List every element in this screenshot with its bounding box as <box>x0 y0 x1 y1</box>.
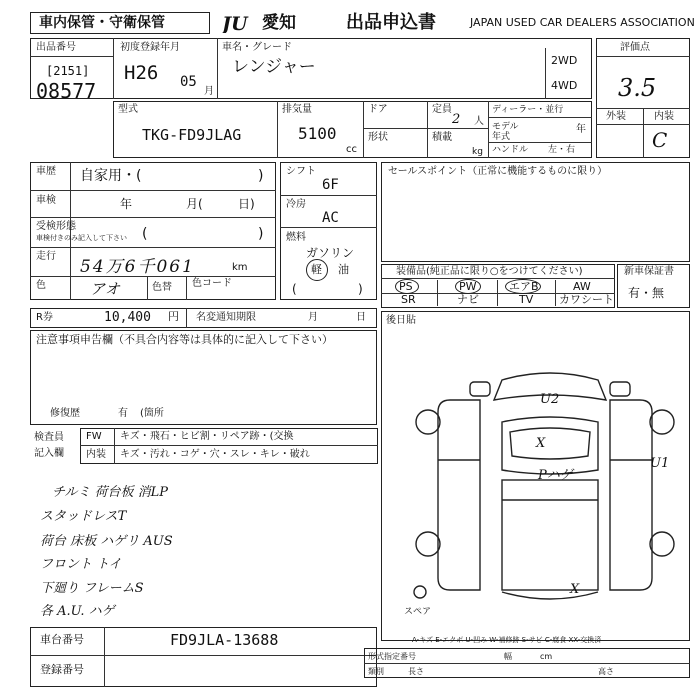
name-change-label: 名変通知期限 <box>196 312 256 323</box>
name-change-month: 月 <box>308 312 318 323</box>
chassis-value: FD9JLA-13688 <box>170 631 279 649</box>
capacity-label: 定員 <box>432 104 452 115</box>
warranty-label: 新車保証書 <box>624 266 674 277</box>
equip-ps-circle <box>395 279 419 294</box>
name-change-day: 日 <box>356 312 366 323</box>
damage-mark-x-cab: X <box>536 436 546 451</box>
registration-month-unit: 月 <box>204 86 214 97</box>
damage-mark-u1: U1 <box>650 456 670 471</box>
number-label: 番号 <box>400 652 416 661</box>
height-label: 高さ <box>598 667 614 676</box>
damage-mark-x-rear: X <box>570 582 580 597</box>
mileage-value: 54万6千061 <box>80 257 195 277</box>
color-change-label: 色替 <box>152 282 172 293</box>
inspection-day: 日) <box>238 197 255 211</box>
registration-month: 05 <box>180 74 197 90</box>
equip-ps: PS <box>399 280 413 293</box>
damage-mark-u2: U2 <box>540 392 560 407</box>
color-label: 色 <box>36 280 46 291</box>
displacement-value: 5100 <box>298 124 337 143</box>
rating-label: 評価点 <box>620 42 650 53</box>
recycle-value: 10,400 <box>104 310 151 325</box>
load-unit: kg <box>472 147 483 157</box>
shape-label: 形状 <box>368 132 388 143</box>
fuel-diesel: 軽 <box>311 263 322 276</box>
handle-options: 左・右 <box>548 145 576 155</box>
damage-mark-p-hage: Pハゲ <box>538 468 573 483</box>
ju-logo-text: JU <box>222 13 248 33</box>
color-value: アオ <box>90 280 120 298</box>
capacity-unit: 人 <box>474 116 484 127</box>
lot-label: 出品番号 <box>36 42 76 53</box>
inspection-label: 車検 <box>36 195 56 206</box>
shift-label: シフト <box>286 166 316 177</box>
exterior-label: 外装 <box>606 111 626 122</box>
length-label: 長さ <box>408 667 424 676</box>
checker-block <box>30 428 378 464</box>
spare-label: スペア <box>404 607 432 617</box>
repair-place: (箇所 <box>140 408 164 419</box>
recycle-unit: 円 <box>168 310 179 323</box>
car-name: レンジャー <box>232 57 316 77</box>
registration-number-label: 登録番号 <box>40 663 84 676</box>
ju-logo <box>222 13 256 33</box>
reception-label: 受検形態 <box>36 221 76 232</box>
mileage-label: 走行 <box>36 251 56 262</box>
fuel-open: ( <box>292 282 297 296</box>
recycle-label: R券 <box>36 312 53 323</box>
shift-value: 6F <box>322 177 339 193</box>
equipment-label: 装備品(純正品に限り○をつけてください) <box>396 266 583 277</box>
dealer-label: ディーラー・並行 <box>492 105 564 115</box>
model-label: 型式 <box>118 104 138 115</box>
rating-score: 3.5 <box>618 74 657 102</box>
checker-label-1: 検査員 <box>34 432 64 443</box>
fuel-label: 燃料 <box>286 232 306 243</box>
sales-point-label: セールスポイント（正常に機能するものに限り） <box>388 166 608 177</box>
displacement-unit: cc <box>346 144 357 155</box>
reception-close: ) <box>258 226 264 242</box>
interior-check-items: キズ・汚れ・コゲ・穴・スレ・キレ・破れ <box>120 449 310 460</box>
handwritten-note-3: 荷台 床板 ハゲリ AUS <box>40 534 173 549</box>
doc-type: 車内保管・守衛保管 <box>39 15 165 31</box>
fuel-oil: 油 <box>338 263 349 276</box>
fuel-close: ) <box>358 282 363 296</box>
doors-label: ドア <box>368 104 388 115</box>
mileage-unit: km <box>232 262 248 273</box>
repair-label: 修復歴 <box>50 408 80 419</box>
ac-label: 冷房 <box>286 199 306 210</box>
interior-check-label: 内装 <box>86 449 106 460</box>
reception-open: ( <box>142 226 148 242</box>
equip-pw: PW <box>459 280 477 293</box>
handwritten-note-4: フロント トイ <box>40 557 122 572</box>
fw-items: キズ・飛石・ヒビ割・リペア跡・(交換 <box>120 431 294 442</box>
type-designation-label: 形式指定 <box>368 652 400 661</box>
notes-label: 注意事項申告欄（不具合内容等は具体的に記入して下さい） <box>36 333 333 346</box>
interior-label: 内装 <box>654 111 674 122</box>
handle-label: ハンドル <box>492 145 529 155</box>
lot-sub: [2151] <box>46 64 90 78</box>
damage-legend: A-キズ E-エクボ U-凹み W-補修跡 S-サビ C-腐食 XX-交換済 <box>412 636 602 644</box>
registration-label: 初度登録年月 <box>120 42 180 53</box>
equip-aw: AW <box>573 280 591 293</box>
handwritten-note-1: チルミ 荷台板 消LP <box>52 485 168 500</box>
form-title: 出品申込書 <box>346 12 436 33</box>
chassis-label: 車台番号 <box>40 633 84 646</box>
model-year-unit: 年 <box>576 124 586 135</box>
model-year-label: モデル 年式 <box>492 122 519 142</box>
equip-navi: ナビ <box>457 293 479 306</box>
load-label: 積載 <box>432 132 452 143</box>
equip-tv: TV <box>519 293 534 306</box>
handwritten-note-2: スタッドレスT <box>40 509 127 524</box>
car-diagram <box>410 360 680 620</box>
equipment-grid <box>381 280 615 308</box>
repair-value: 有 <box>118 408 128 419</box>
history-close: ) <box>258 168 264 184</box>
reception-note: 車検付きのみ記入して下さい <box>36 234 127 242</box>
car-label: 車名・グレード <box>222 42 292 53</box>
registration-year: H26 <box>124 62 159 84</box>
fuel-value: ガソリン <box>306 246 355 260</box>
checker-label-2: 記入欄 <box>34 448 64 459</box>
interior-grade: C <box>652 128 668 152</box>
color-code-label: 色コード <box>192 278 232 289</box>
equip-sr: SR <box>401 293 416 306</box>
width-unit: cm <box>540 652 553 661</box>
fw-label: FW <box>86 431 102 442</box>
handwritten-note-6: 各 A.U. ハゲ <box>40 604 115 619</box>
rear-window-label: 後日貼 <box>386 315 416 326</box>
equip-airbag-circle <box>505 279 541 294</box>
equip-seat: カワシート <box>559 293 614 306</box>
history-value: 自家用・( <box>80 168 142 184</box>
equip-pw-circle <box>455 279 481 294</box>
width-label: 幅 <box>504 652 512 661</box>
model-value: TKG-FD9JLAG <box>142 126 242 144</box>
capacity-value: 2 <box>452 112 461 127</box>
equip-airbag: エアB <box>509 280 539 293</box>
doc-type-box <box>30 12 210 34</box>
drive-4wd: 4WD <box>551 79 578 92</box>
category-label: 類別 <box>368 667 384 676</box>
inspection-year: 年 <box>120 197 133 211</box>
org-name-en: JAPAN USED CAR DEALERS ASSOCIATION <box>470 16 695 29</box>
ac-value: AC <box>322 210 339 226</box>
handwritten-note-5: 下廻り フレームS <box>40 581 144 596</box>
drive-2wd: 2WD <box>551 54 578 67</box>
displacement-label: 排気量 <box>282 104 312 115</box>
warranty-value: 有・無 <box>628 286 665 300</box>
lot-number: 08577 <box>36 79 97 103</box>
region-name: 愛知 <box>262 13 296 33</box>
history-label: 車歴 <box>36 166 56 177</box>
inspection-month: 月( <box>186 197 203 211</box>
